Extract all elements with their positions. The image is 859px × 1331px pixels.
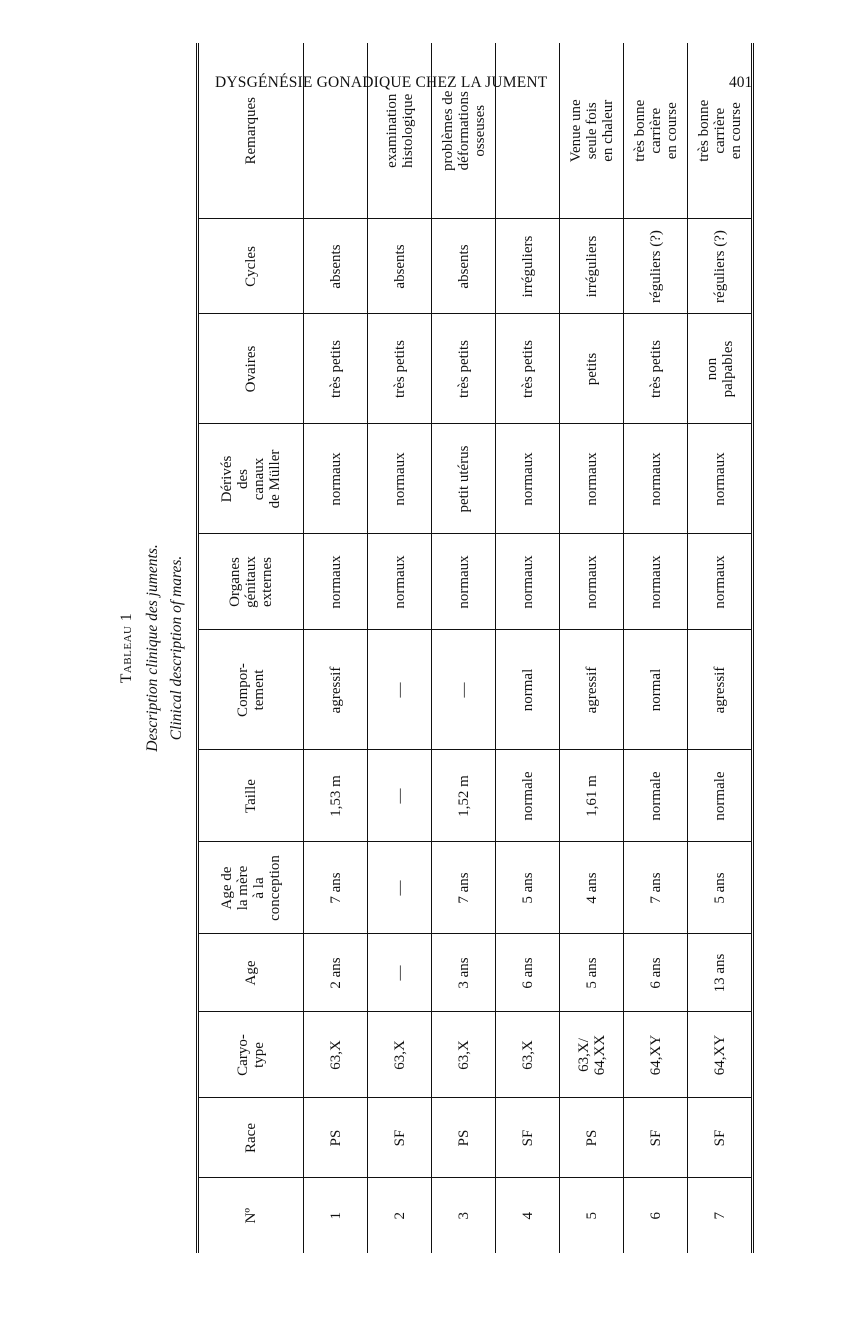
page-number: 401: [729, 74, 753, 91]
table-cell: 3 ans: [432, 934, 496, 1012]
table-cell: 2 ans: [304, 934, 368, 1012]
table-cell: 5 ans: [688, 842, 753, 934]
table-caption-fr: Description clinique des juments.: [144, 544, 161, 752]
table-cell: normal: [624, 630, 688, 750]
table-cell: 5 ans: [496, 842, 560, 934]
table-cell: [304, 43, 368, 219]
column-header: Race: [198, 1098, 304, 1178]
table-cell: examination histologique: [368, 43, 432, 219]
column-header: Organes génitaux externes: [198, 534, 304, 630]
table-cell: problèmes de déformations osseuses: [432, 43, 496, 219]
table-cell: 1,53 m: [304, 750, 368, 842]
table-label: Tableau 1: [118, 612, 135, 684]
table-cell: PS: [304, 1098, 368, 1178]
column-header: Dérivés des canaux de Müller: [198, 424, 304, 534]
table-cell: irréguliers: [496, 219, 560, 314]
table-cell: 1,61 m: [560, 750, 624, 842]
table-cell: 1,52 m: [432, 750, 496, 842]
column-header: Cycles: [198, 219, 304, 314]
table-cell: très petits: [368, 314, 432, 424]
table-cell: 63,X/ 64,XX: [560, 1012, 624, 1098]
table-cell: —: [368, 630, 432, 750]
table-cell: très petits: [624, 314, 688, 424]
table-cell: normale: [688, 750, 753, 842]
table-cell: 63,X: [304, 1012, 368, 1098]
table-cell: absents: [304, 219, 368, 314]
table-cell: 64,XY: [688, 1012, 753, 1098]
table-cell: 7 ans: [432, 842, 496, 934]
table-cell: très bonne carrière en course: [688, 43, 753, 219]
table-cell: 6 ans: [624, 934, 688, 1012]
table-cell: agressif: [304, 630, 368, 750]
table-cell: 1: [327, 1212, 344, 1220]
table-cell: 13 ans: [688, 934, 753, 1012]
table-cell: réguliers (?): [688, 219, 753, 314]
column-header: Ovaires: [198, 314, 304, 424]
table-cell: 6 ans: [496, 934, 560, 1012]
table-cell: petit utérus: [432, 424, 496, 534]
table-cell: —: [368, 934, 432, 1012]
table-cell: normale: [496, 750, 560, 842]
table-cell: 63,X: [496, 1012, 560, 1098]
table-header-row: [198, 43, 304, 1253]
table-row: [304, 43, 368, 1253]
table-cell: 6: [624, 1178, 688, 1253]
rotated-table-block: [68, 43, 768, 1253]
running-head: DYSGÉNÉSIE GONADIQUE CHEZ LA JUMENT: [215, 74, 548, 91]
table-cell: très petits: [432, 314, 496, 424]
table-cell: normaux: [304, 424, 368, 534]
table-cell: très petits: [496, 314, 560, 424]
table-cell: absents: [432, 219, 496, 314]
table-cell: normaux: [624, 424, 688, 534]
table-row: [368, 43, 432, 1253]
table-cell: PS: [432, 1098, 496, 1178]
table-cell: normaux: [304, 534, 368, 630]
table-cell: 63,X: [432, 1012, 496, 1098]
table-cell: très petits: [304, 314, 368, 424]
table-row: [432, 43, 496, 1253]
table-cell: normal: [496, 630, 560, 750]
table-cell: normaux: [368, 424, 432, 534]
column-header: Age: [198, 934, 304, 1012]
table-cell: Venue une seule fois en chaleur: [560, 43, 624, 219]
table-cell: —: [368, 750, 432, 842]
table-cell: 63,X: [368, 1012, 432, 1098]
table-cell: normaux: [560, 424, 624, 534]
column-header: Caryo- type: [198, 1012, 304, 1098]
table-cell: irréguliers: [560, 219, 624, 314]
table-cell: normaux: [432, 534, 496, 630]
table-cell: 7 ans: [624, 842, 688, 934]
table-cell: —: [432, 630, 496, 750]
table-row: [688, 43, 753, 1253]
column-header: Age de la mère à la conception: [198, 842, 304, 934]
table-cell: —: [368, 842, 432, 934]
clinical-table: [196, 43, 754, 1253]
table-cell: SF: [624, 1098, 688, 1178]
table-row: [496, 43, 560, 1253]
table-cell: [496, 43, 560, 219]
table-cell: non palpables: [688, 314, 753, 424]
table-cell: agressif: [688, 630, 753, 750]
table-cell: normaux: [496, 424, 560, 534]
table-cell: normaux: [624, 534, 688, 630]
table-cell: réguliers (?): [624, 219, 688, 314]
column-header: Remarques: [198, 43, 304, 219]
table-cell: absents: [368, 219, 432, 314]
table-cell: 2: [368, 1178, 432, 1253]
table-cell: PS: [560, 1098, 624, 1178]
table-cell: normaux: [496, 534, 560, 630]
table-cell: normaux: [368, 534, 432, 630]
table-cell: SF: [688, 1098, 753, 1178]
table-cell: normaux: [688, 424, 753, 534]
table-cell: 64,XY: [624, 1012, 688, 1098]
column-header: Compor- tement: [198, 630, 304, 750]
table-body: [304, 43, 753, 1253]
table-row: [560, 43, 624, 1253]
table-cell: SF: [368, 1098, 432, 1178]
table-caption-en: Clinical description of mares.: [168, 555, 185, 741]
column-header: Taille: [198, 750, 304, 842]
table-cell: petits: [560, 314, 624, 424]
table-cell: agressif: [560, 630, 624, 750]
table-cell: 5: [560, 1178, 624, 1253]
table-cell: SF: [496, 1098, 560, 1178]
table-cell: 3: [432, 1178, 496, 1253]
table-cell: 4: [496, 1178, 560, 1253]
table-cell: 7 ans: [304, 842, 368, 934]
table-cell: normaux: [560, 534, 624, 630]
table-cell: normaux: [688, 534, 753, 630]
table-row: [624, 43, 688, 1253]
table-cell: normale: [624, 750, 688, 842]
table-cell: 7: [688, 1178, 753, 1253]
table-cell: 5 ans: [560, 934, 624, 1012]
table-cell: 4 ans: [560, 842, 624, 934]
table-cell: très bonne carrière en course: [624, 43, 688, 219]
column-header: Nº: [198, 1178, 304, 1253]
